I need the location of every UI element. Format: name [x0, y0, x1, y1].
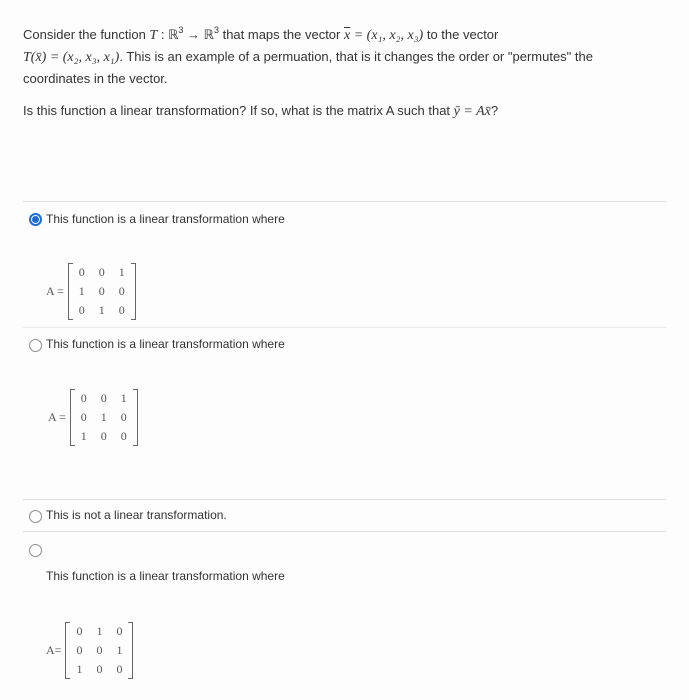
- matrix-lhs: A =: [46, 284, 64, 298]
- statement-intro: Consider the function: [23, 27, 150, 42]
- matrix-cell: 1: [78, 284, 85, 298]
- prompt-equation: ȳ = Ax̄: [453, 104, 491, 119]
- to-vector-text: to the vector: [423, 27, 499, 42]
- statement-rest: . This is an example of a permuation, that is it changes the order or "permutes" the coordinates in the vector.: [23, 49, 593, 86]
- vector-x: $\overline{x}$: [343, 28, 351, 43]
- prompt-text: Is this function a linear transformation? If so, what is the matrix A such that: [23, 103, 454, 118]
- matrix-cell: 1: [100, 410, 107, 424]
- matrix-cell: 0: [78, 265, 85, 279]
- option-1-label[interactable]: This function is a linear transformation where: [46, 212, 285, 226]
- codomain-exponent: 3: [213, 25, 219, 35]
- option-2-matrix: [48, 389, 138, 446]
- matrix-cell: 0: [96, 662, 103, 676]
- matrix-cell: 0: [98, 284, 105, 298]
- option-3-radio[interactable]: [29, 510, 42, 523]
- option-1-radio[interactable]: [29, 213, 42, 226]
- divider: [23, 531, 666, 532]
- matrix-cell: 0: [100, 391, 107, 405]
- matrix-grid: [65, 622, 133, 679]
- option-4-radio[interactable]: [29, 544, 42, 557]
- matrix-cell: 0: [100, 429, 107, 443]
- matrix-lhs: A=: [46, 643, 62, 657]
- matrix-cell: 0: [116, 662, 123, 676]
- function-symbol: T: [149, 28, 158, 43]
- domain-symbol: ℝ: [168, 27, 179, 42]
- option-3-label[interactable]: This is not a linear transformation.: [46, 508, 227, 522]
- matrix-cell: 0: [80, 410, 87, 424]
- vector-x-definition: = (x₁, x₂, x₃): [350, 28, 424, 43]
- matrix-cell: 0: [118, 303, 125, 317]
- matrix-cell: 0: [76, 624, 83, 638]
- maps-text: that maps the vector: [218, 27, 344, 42]
- question-statement: [23, 20, 663, 89]
- matrix-grid: [70, 389, 138, 446]
- option-1-matrix: [46, 263, 136, 320]
- matrix-cell: 1: [76, 662, 83, 676]
- option-4-matrix: [46, 622, 133, 679]
- matrix-cell: 1: [80, 429, 87, 443]
- divider: [23, 201, 666, 202]
- matrix-cell: 0: [80, 391, 87, 405]
- matrix-cell: 1: [96, 624, 103, 638]
- divider: [23, 327, 666, 328]
- matrix-grid: [68, 263, 136, 320]
- matrix-cell: 0: [116, 624, 123, 638]
- option-2-label[interactable]: This function is a linear transformation where: [46, 337, 285, 351]
- matrix-cell: 1: [98, 303, 105, 317]
- matrix-cell: 0: [78, 303, 85, 317]
- image-definition: T(x̄) = (x₂, x₃, x₁): [23, 50, 120, 65]
- divider: [23, 499, 666, 500]
- matrix-cell: 0: [118, 284, 125, 298]
- matrix-cell: 1: [116, 643, 123, 657]
- colon: :: [157, 27, 169, 42]
- matrix-cell: 0: [98, 265, 105, 279]
- question-prompt: [23, 100, 663, 122]
- matrix-cell: 0: [120, 429, 127, 443]
- matrix-cell: 0: [120, 410, 127, 424]
- arrow: →: [183, 27, 204, 42]
- option-4-label[interactable]: This function is a linear transformation where: [46, 569, 285, 583]
- matrix-lhs: A =: [48, 410, 66, 424]
- matrix-cell: 1: [120, 391, 127, 405]
- option-2-radio[interactable]: [29, 339, 42, 352]
- domain-exponent: 3: [178, 25, 184, 35]
- prompt-end: ?: [490, 103, 499, 118]
- matrix-cell: 0: [76, 643, 83, 657]
- matrix-cell: 0: [96, 643, 103, 657]
- question-text: [23, 20, 663, 122]
- codomain-symbol: ℝ: [203, 27, 214, 42]
- matrix-cell: 1: [118, 265, 125, 279]
